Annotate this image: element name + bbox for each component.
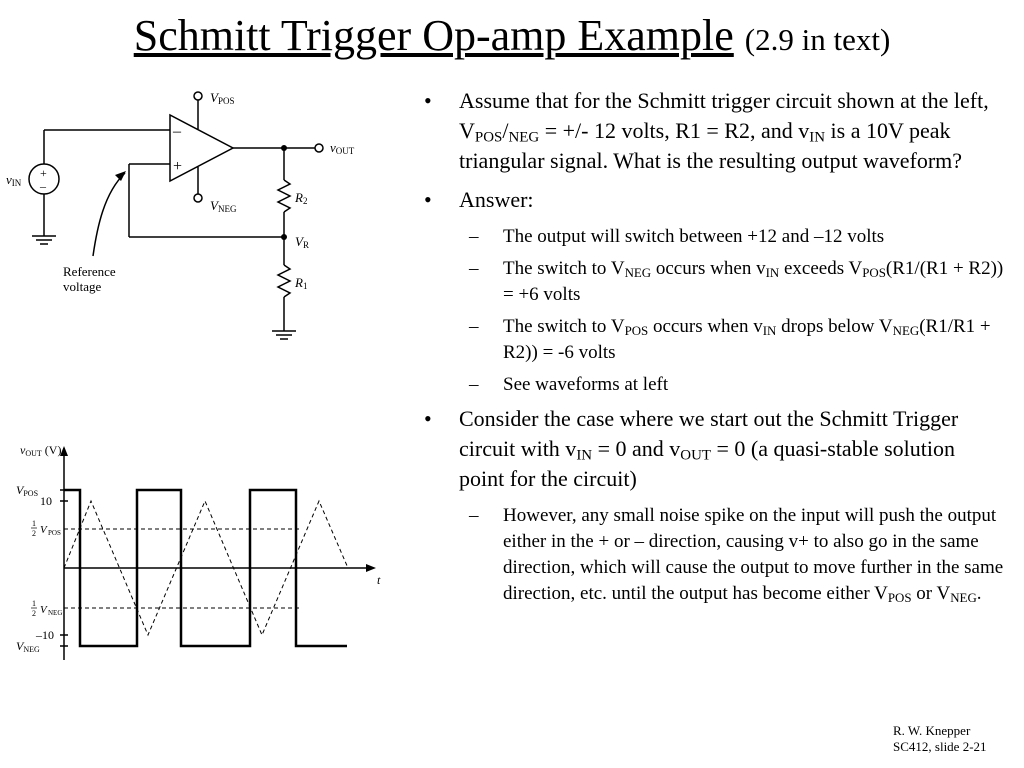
sub-bullet-switch-to-vpos: – The switch to $V_{POS}$ occurs when $v_{IN}$ drops below $V_{NEG}(R1/R1 + R2)) = -6$ volts (469, 316, 991, 363)
slide-title (0, 8, 1024, 68)
sub-bullet-switch-range: – The output will switch between +12 and –12 volts (424, 224, 1004, 250)
bullet-consider-case: • Consider the case where we start out the Schmitt Trigger circuit with $v_{IN} = 0$ and $v_{OUT} = 0$ (a quasi-stable solution point for the circuit) (424, 406, 959, 491)
title-main: Schmitt Trigger Op-amp Example (133, 11, 734, 60)
footer-slide-number: SC412, slide 2-21 (893, 739, 987, 754)
svg-text:NEG: NEG (48, 609, 63, 617)
vpos-label: VPOS (210, 90, 235, 106)
reference-arrow-icon (93, 173, 125, 256)
sub-bullet-switch-to-vneg: – The switch to $V_{NEG}$ occurs when $v_{IN}$ exceeds $V_{POS}(R1/(R1 + R2)) = +6$ volts (469, 258, 1004, 305)
vpos-tick-label: VPOS (16, 483, 39, 498)
slide-footer (893, 723, 987, 755)
half-vpos-label (31, 519, 61, 538)
y-axis-label: vOUT (V) (20, 443, 62, 458)
sub-bullet-dash: – (469, 505, 479, 526)
svg-text:1: 1 (32, 519, 36, 528)
svg-text:V: V (40, 524, 47, 536)
svg-text:2: 2 (32, 609, 36, 618)
half-vneg-label (31, 599, 62, 618)
r2-label: R2 (295, 190, 308, 206)
r2-resistor-icon (278, 180, 290, 212)
svg-text:1: 1 (32, 599, 36, 608)
sub-bullet-noise-spike: – However, any small noise spike on the input will push the output either in the + or – direction, causing v+ to also go in the same direction, which will cause the output to move further in the same direction, etc. until the output has become either $V_{POS}$ or $V_{NEG}$. (469, 505, 1004, 606)
tick-label-minus-10: –10 (36, 628, 54, 642)
r1-label: R1 (295, 275, 308, 291)
svg-text:POS: POS (48, 529, 61, 537)
bullet-assume: • Assume that for the Schmitt trigger circuit shown at the left, $V_{POS}/_{NEG}$ = +/- 12 volts, R1 = R2, and $v_{IN}$ is a 10V peak triangular signal. What is the resulting output waveform? (424, 88, 989, 173)
opamp-minus-sign: – (173, 123, 181, 140)
bullet-list (424, 86, 1004, 613)
footer-author: R. W. Knepper (893, 723, 971, 738)
svg-text:2: 2 (32, 529, 36, 538)
source-plus-sign: + (40, 166, 47, 180)
bullet-dot: • (424, 406, 432, 431)
schmitt-trigger-circuit (0, 78, 400, 348)
x-axis-label: t (377, 573, 381, 587)
sub-bullet-dash: – (469, 226, 479, 247)
r1-resistor-icon (278, 265, 290, 297)
bullet-dot: • (424, 88, 432, 113)
source-minus-sign: – (40, 179, 46, 193)
opamp-plus-sign: + (173, 158, 183, 175)
vr-label: VR (295, 234, 309, 250)
vneg-label: VNEG (210, 198, 237, 214)
tick-label-10: 10 (40, 494, 52, 508)
sub-bullet-see-waveforms: – See waveforms at left (424, 372, 1004, 398)
title-subtitle: (2.9 in text) (744, 22, 891, 57)
vin-label: vIN (6, 172, 22, 188)
output-waveform-plot (0, 438, 400, 668)
vout-label: vOUT (330, 140, 355, 156)
reference-label: Reference voltage (63, 264, 116, 294)
bullet-dot: • (424, 187, 432, 212)
vneg-tick-label: VNEG (16, 639, 40, 654)
bullet-answer: • Answer: (424, 185, 1004, 215)
svg-text:V: V (40, 604, 47, 616)
sub-bullet-dash: – (469, 258, 479, 279)
sub-bullet-dash: – (469, 374, 479, 395)
sub-bullet-dash: – (469, 316, 479, 337)
